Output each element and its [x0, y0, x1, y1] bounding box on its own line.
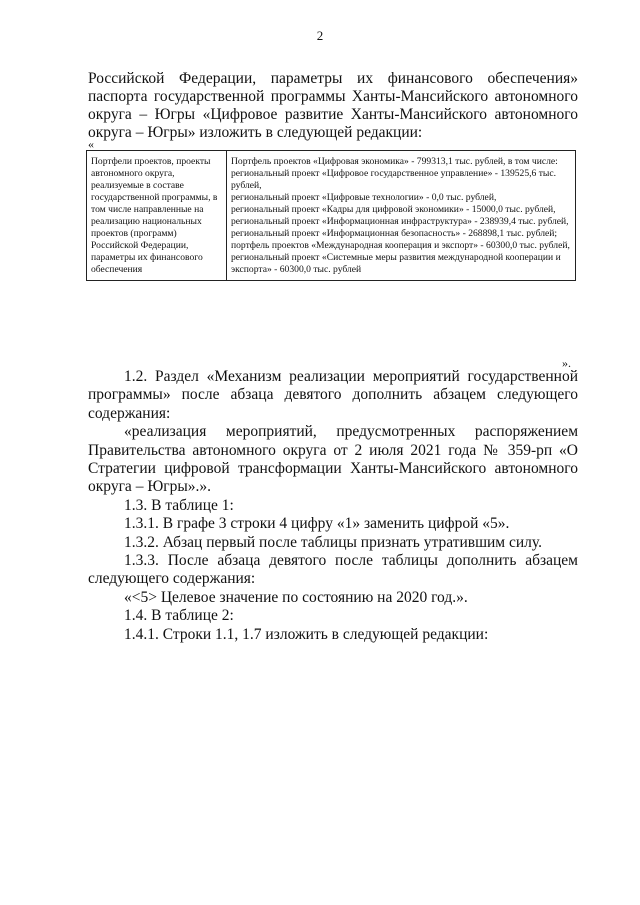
table-row	[87, 151, 576, 281]
financing-line: портфель проектов «Международная кооперация и экспорт» - 60300,0 тыс. рублей,	[231, 240, 570, 251]
table-left-cell: Портфели проектов, проекты автономного округа, реализуемые в составе государственной программы, в том числе направленные на реализацию национальных проектов (программ) Российской Федерации, параметры их финансового обеспечения	[87, 151, 227, 281]
quote-close: ».	[562, 356, 571, 370]
body-text	[88, 368, 578, 644]
paragraph-1-3: 1.3. В таблице 1:	[124, 496, 234, 514]
passport-table	[86, 150, 576, 281]
paragraph-1-2: 1.2. Раздел «Механизм реализации мероприятий государственной программы» после абзаца девятого дополнить абзацем следующего содержания:	[88, 368, 578, 422]
financing-line: региональный проект «Информационная безопасность» - 268898,1 тыс. рублей;	[231, 228, 558, 239]
financing-line: региональный проект «Цифровые технологии» - 0,0 тыс. рублей,	[231, 192, 497, 203]
paragraph-1-3-1: 1.3.1. В графе 3 строки 4 цифру «1» заменить цифрой «5».	[124, 515, 510, 533]
paragraph-quote: «реализация мероприятий, предусмотренных распоряжением Правительства автономного округа от 2 июля 2021 года № 359-рп «О Стратегии цифровой трансформации Ханты-Мансийского автономного округа – Югры».».	[88, 423, 578, 496]
paragraph-1-3-2: 1.3.2. Абзац первый после таблицы признать утратившим силу.	[124, 533, 542, 551]
paragraph-footnote: «<5> Целевое значение по состоянию на 2020 год.».	[124, 588, 468, 606]
financing-line: Портфель проектов «Цифровая экономика» - 799313,1 тыс. рублей, в том числе:	[231, 156, 558, 167]
financing-line: региональный проект «Системные меры развития международной кооперации и экспорта» - 60300,0 тыс. рублей	[231, 252, 561, 275]
intro-text: Российской Федерации, параметры их финансового обеспечения» паспорта государственной программы Ханты-Мансийского автономного округа – Югры «Цифровое развитие Ханты-Мансийского автономного округа – Югры» изложить в следующей редакции:	[88, 70, 578, 141]
quote-open: «	[88, 137, 94, 151]
page-number: 2	[316, 28, 324, 43]
intro-paragraph	[88, 70, 578, 142]
paragraph-1-4-1: 1.4.1. Строки 1.1, 1.7 изложить в следующей редакции:	[124, 625, 489, 643]
paragraph-1-4: 1.4. В таблице 2:	[124, 607, 234, 625]
table-right-cell	[227, 151, 576, 281]
financing-line: региональный проект «Кадры для цифровой экономики» - 15000,0 тыс. рублей,	[231, 204, 556, 215]
paragraph-1-3-3: 1.3.3. После абзаца девятого после таблицы дополнить абзацем следующего содержания:	[88, 552, 578, 588]
financing-line: региональный проект «Цифровое государственное управление» - 139525,6 тыс. рублей,	[231, 168, 557, 191]
financing-line: региональный проект «Информационная инфраструктура» - 238939,4 тыс. рублей,	[231, 216, 569, 227]
